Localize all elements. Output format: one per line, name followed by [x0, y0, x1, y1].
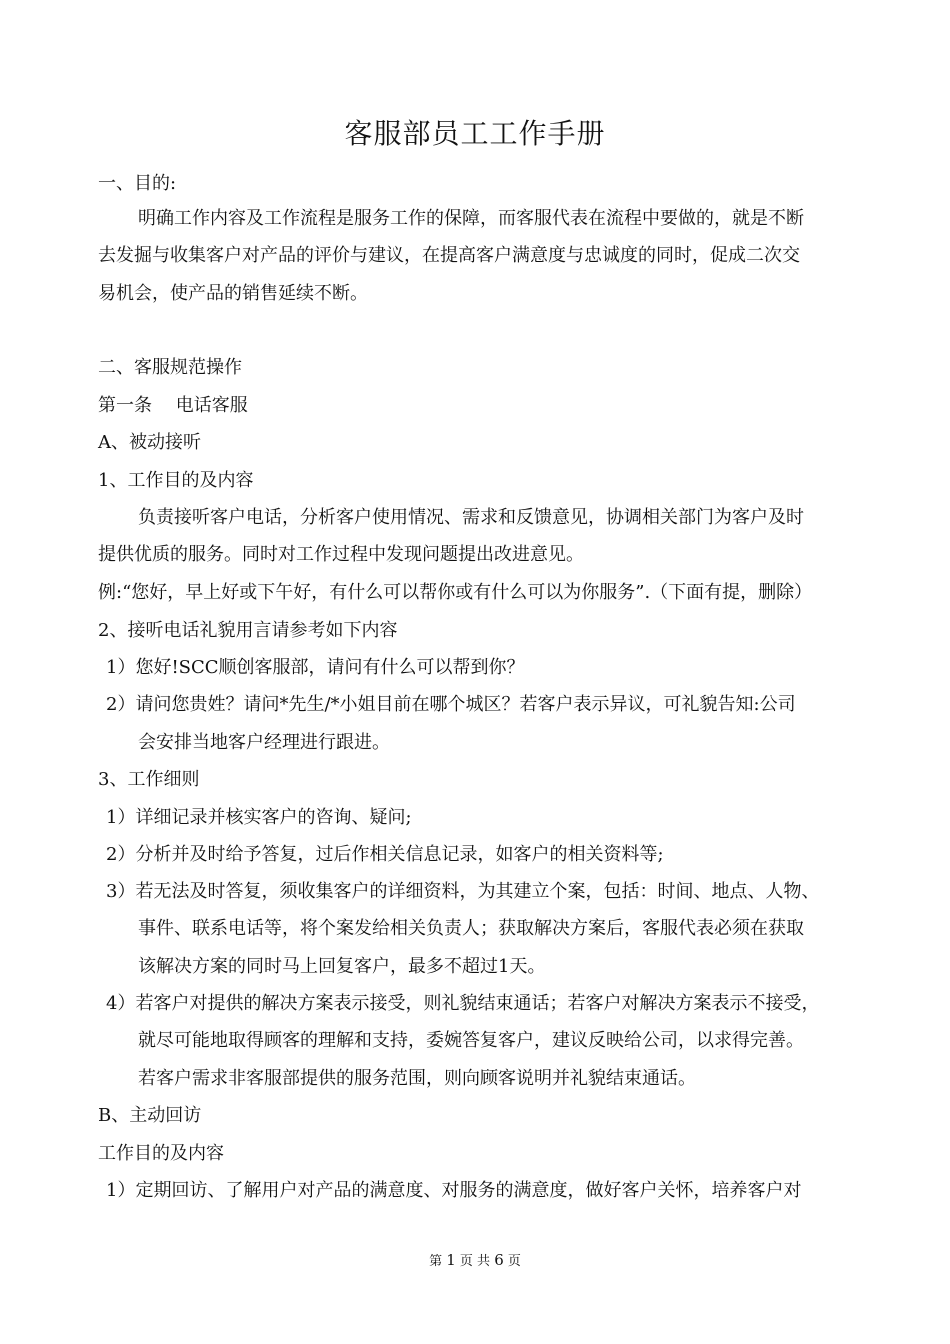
item-heading: 1、工作目的及内容 — [98, 470, 254, 491]
subsection-heading: A、被动接听 — [98, 432, 201, 453]
example-line: 例:“您好，早上好或下午好，有什么可以帮你或有什么可以为你服务”.（下面有提，删除） — [98, 582, 813, 603]
paragraph-line: 明确工作内容及工作流程是服务工作的保障，而客服代表在流程中要做的，就是不断 — [138, 208, 804, 229]
paragraph-line: 去发掘与收集客户对产品的评价与建议，在提高客户满意度与忠诚度的同时，促成二次交 — [98, 245, 800, 266]
list-item: 1）详细记录并核实客户的咨询、疑问; — [106, 807, 412, 828]
item-heading: 2、接听电话礼貌用言请参考如下内容 — [98, 620, 398, 641]
subsection-heading: B、主动回访 — [98, 1105, 202, 1126]
section-purpose-heading: 一、目的: — [98, 173, 177, 194]
footer-middle: 页 共 — [459, 1254, 491, 1269]
footer-prefix: 第 — [429, 1254, 443, 1269]
paragraph-line: 提供优质的服务。同时对工作过程中发现问题提出改进意见。 — [98, 544, 584, 565]
paragraph-line: 负责接听客户电话，分析客户使用情况、需求和反馈意见，协调相关部门为客户及时 — [138, 507, 804, 528]
list-item: 2）请问您贵姓？请问*先生/*小姐目前在哪个城区？若客户表示异议，可礼貌告知:公司 — [106, 694, 796, 715]
section-operations-heading: 二、客服规范操作 — [98, 357, 242, 378]
article-heading: 第一条 电话客服 — [98, 395, 248, 416]
item-heading: 3、工作细则 — [98, 769, 200, 790]
item-heading: 工作目的及内容 — [98, 1143, 224, 1164]
list-item-continuation: 会安排当地客户经理进行跟进。 — [138, 732, 390, 753]
footer-suffix: 页 — [507, 1254, 521, 1269]
page-title: 客服部员工工作手册 — [344, 117, 606, 150]
paragraph-line: 易机会，使产品的销售延续不断。 — [98, 283, 368, 304]
list-item: 1）定期回访、了解用户对产品的满意度、对服务的满意度，做好客户关怀，培养客户对 — [106, 1180, 802, 1201]
current-page-number: 1 — [446, 1251, 456, 1269]
list-item-continuation: 若客户需求非客服部提供的服务范围，则向顾客说明并礼貌结束通话。 — [138, 1068, 696, 1089]
total-pages-number: 6 — [494, 1251, 504, 1269]
list-item: 2）分析并及时给予答复，过后作相关信息记录，如客户的相关资料等; — [106, 844, 664, 865]
list-item: 1）您好!SCC顺创客服部，请问有什么可以帮到你？ — [106, 657, 525, 678]
page-footer — [0, 1250, 950, 1269]
list-item: 4）若客户对提供的解决方案表示接受，则礼貌结束通话；若客户对解决方案表示不接受， — [106, 993, 820, 1014]
list-item-continuation: 事件、联系电话等，将个案发给相关负责人；获取解决方案后，客服代表必须在获取 — [138, 918, 804, 939]
list-item-continuation: 就尽可能地取得顾客的理解和支持，委婉答复客户，建议反映给公司，以求得完善。 — [138, 1030, 804, 1051]
list-item-continuation: 该解决方案的同时马上回复客户，最多不超过1天。 — [138, 956, 546, 977]
list-item: 3）若无法及时答复，须收集客户的详细资料，为其建立个案，包括：时间、地点、人物、 — [106, 881, 820, 902]
